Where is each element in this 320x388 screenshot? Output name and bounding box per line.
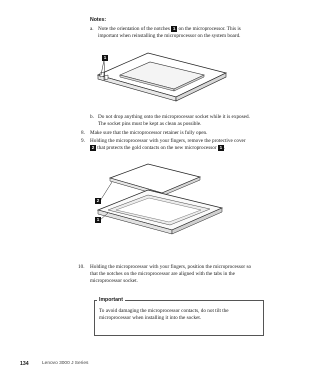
note-b-line1: Do not drop anything onto the microprocessor socket while it is exposed. — [98, 114, 250, 120]
note-a-letter: a. — [90, 26, 94, 32]
protective-cover-illustration — [90, 158, 230, 243]
note-a-text-post: on the microprocessor. This is — [178, 26, 241, 33]
note-a-text-pre: Note the orientation of the notches — [98, 26, 170, 33]
important-title: Important — [99, 297, 123, 303]
step9-callout-cover: 2 — [91, 145, 95, 150]
important-line2: microprocessor when installing it into the socket. — [99, 315, 202, 321]
step10-line1: Holding the microprocessor with your fingers, position the microprocessor so — [90, 264, 252, 270]
notes-label: Notes: — [90, 17, 107, 23]
note-a-callout: 1 — [172, 26, 176, 31]
figure2-callout-cover: 1 — [96, 217, 100, 222]
step10-number: 10. — [78, 264, 85, 270]
note-a-line1 — [98, 26, 241, 32]
step9-line2 — [90, 145, 225, 151]
step9-number: 9. — [81, 138, 85, 144]
note-a-line2: important when reinstalling the microprocessor on the system board. — [98, 33, 241, 39]
step8-text: Make sure that the microprocessor retainer is fully open. — [90, 130, 208, 136]
step10-line3: microprocessor socket. — [90, 278, 138, 284]
page-number: 134 — [20, 361, 29, 367]
note-b-line2: The socket pins must be kept as clean as possible. — [98, 121, 202, 127]
step9-line1: Holding the microprocessor with your fingers, remove the protective cover — [90, 138, 246, 144]
step9-callout-processor: 1 — [219, 145, 223, 150]
step9-text-mid: that protects the gold contacts on the new microprocessor — [97, 145, 217, 152]
figure2-callout-processor: 2 — [96, 198, 100, 203]
series-name: Lenovo 3000 J Series — [42, 361, 89, 366]
figure1-callout: 1 — [103, 55, 107, 60]
step9-text-end: . — [223, 145, 226, 152]
step8-number: 8. — [81, 130, 85, 136]
step10-line2: that the notches on the microprocessor are aligned with the tabs in the — [90, 271, 235, 277]
microprocessor-illustration — [92, 45, 232, 110]
note-b-letter: b. — [90, 114, 94, 120]
important-line1: To avoid damaging the microprocessor contacts, do not tilt the — [99, 308, 229, 314]
